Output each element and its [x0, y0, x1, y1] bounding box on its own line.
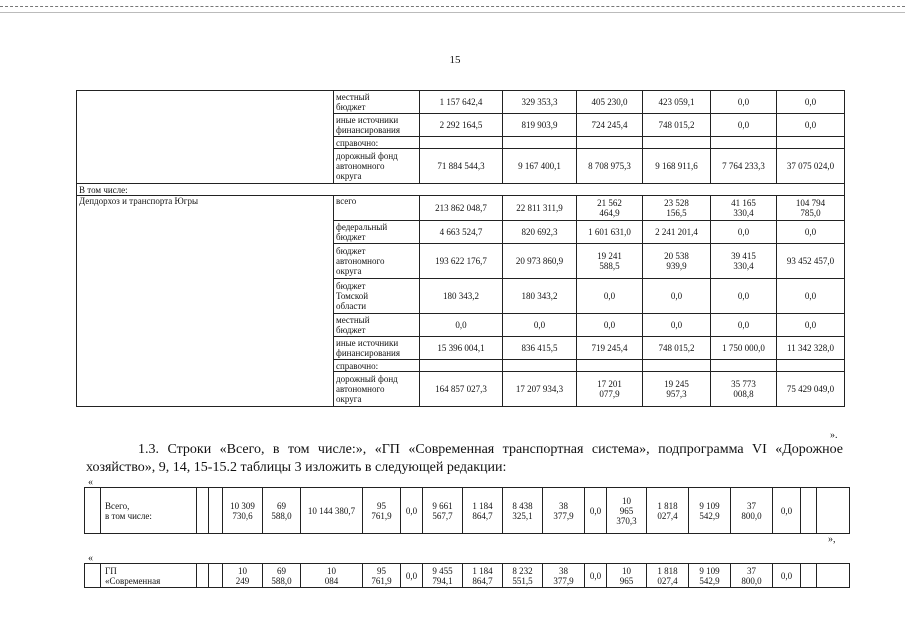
- value-cell: 724 245,4: [577, 114, 643, 137]
- value-cell: 17 201 077,9: [577, 372, 643, 407]
- source-label: местный бюджет: [334, 91, 420, 114]
- value-cell: 0,0: [585, 488, 607, 534]
- value-cell: [577, 360, 643, 372]
- value-cell: 9 109 542,9: [689, 488, 731, 534]
- value-cell: 819 903,9: [503, 114, 577, 137]
- source-label: местный бюджет: [334, 314, 420, 337]
- value-cell: 69 588,0: [263, 488, 301, 534]
- value-cell: 719 245,4: [577, 337, 643, 360]
- value-cell: 10 144 380,7: [301, 488, 363, 534]
- value-cell: 8 232 551,5: [503, 564, 543, 588]
- program-row-table: [84, 563, 850, 588]
- value-cell: 11 342 328,0: [777, 337, 845, 360]
- source-label: иные источники финансирования: [334, 337, 420, 360]
- value-cell: 9 167 400,1: [503, 149, 577, 184]
- value-cell: 10 965: [607, 564, 647, 588]
- value-cell: 38 377,9: [543, 488, 585, 534]
- value-cell: 17 207 934,3: [503, 372, 577, 407]
- value-cell: 1 184 864,7: [463, 564, 503, 588]
- value-cell: 10 965 370,3: [607, 488, 647, 534]
- scan-edge-top: [0, 6, 905, 7]
- value-cell: 9 661 567,7: [423, 488, 463, 534]
- org-name: Депдорхоз и транспорта Югры: [77, 196, 334, 407]
- value-cell: 19 241 588,5: [577, 244, 643, 279]
- empty-cell: [817, 564, 850, 588]
- value-cell: 37 800,0: [731, 488, 773, 534]
- empty-cell: [801, 488, 817, 534]
- value-cell: [420, 360, 503, 372]
- empty-cell: [817, 488, 850, 534]
- value-cell: 0,0: [773, 564, 801, 588]
- value-cell: 0,0: [711, 91, 777, 114]
- value-cell: 180 343,2: [420, 279, 503, 314]
- value-cell: 9 455 794,1: [423, 564, 463, 588]
- value-cell: [503, 137, 577, 149]
- value-cell: 10 084: [301, 564, 363, 588]
- value-cell: 0,0: [577, 279, 643, 314]
- source-label: бюджет автономного округа: [334, 244, 420, 279]
- source-label: всего: [334, 196, 420, 221]
- totals-row-table: [84, 487, 850, 534]
- value-cell: 38 377,9: [543, 564, 585, 588]
- value-cell: 0,0: [777, 279, 845, 314]
- value-cell: 0,0: [503, 314, 577, 337]
- empty-cell: [197, 488, 209, 534]
- row-label: Всего, в том числе:: [101, 488, 197, 534]
- value-cell: 37 075 024,0: [777, 149, 845, 184]
- value-cell: 0,0: [577, 314, 643, 337]
- value-cell: [711, 360, 777, 372]
- scan-edge-line: [0, 12, 905, 13]
- value-cell: 39 415 330,4: [711, 244, 777, 279]
- value-cell: 213 862 048,7: [420, 196, 503, 221]
- value-cell: [777, 137, 845, 149]
- value-cell: 0,0: [401, 488, 423, 534]
- empty-cell: [85, 564, 101, 588]
- source-label: справочно:: [334, 360, 420, 372]
- table-row: [77, 196, 845, 221]
- value-cell: 0,0: [420, 314, 503, 337]
- value-cell: 405 230,0: [577, 91, 643, 114]
- value-cell: 95 761,9: [363, 564, 401, 588]
- source-label: дорожный фонд автономного округа: [334, 149, 420, 184]
- value-cell: 0,0: [777, 91, 845, 114]
- trailing-quote: »,: [828, 534, 836, 545]
- value-cell: 2 292 164,5: [420, 114, 503, 137]
- value-cell: 9 168 911,6: [643, 149, 711, 184]
- table-row: [85, 564, 850, 588]
- value-cell: 164 857 027,3: [420, 372, 503, 407]
- value-cell: 0,0: [777, 221, 845, 244]
- value-cell: 7 764 233,3: [711, 149, 777, 184]
- page-number: 15: [449, 54, 461, 66]
- empty-cell: [209, 488, 223, 534]
- value-cell: [503, 360, 577, 372]
- source-label: дорожный фонд автономного округа: [334, 372, 420, 407]
- value-cell: 15 396 004,1: [420, 337, 503, 360]
- value-cell: 0,0: [777, 314, 845, 337]
- value-cell: 1 818 027,4: [647, 564, 689, 588]
- value-cell: 10 249: [223, 564, 263, 588]
- value-cell: 748 015,2: [643, 337, 711, 360]
- value-cell: 1 157 642,4: [420, 91, 503, 114]
- value-cell: 0,0: [585, 564, 607, 588]
- row-label: ГП «Современная: [101, 564, 197, 588]
- value-cell: 423 059,1: [643, 91, 711, 114]
- empty-cell: [801, 564, 817, 588]
- value-cell: 2 241 201,4: [643, 221, 711, 244]
- empty-cell: [197, 564, 209, 588]
- value-cell: 8 708 975,3: [577, 149, 643, 184]
- value-cell: 20 538 939,9: [643, 244, 711, 279]
- value-cell: 93 452 457,0: [777, 244, 845, 279]
- value-cell: 37 800,0: [731, 564, 773, 588]
- value-cell: [777, 360, 845, 372]
- value-cell: 75 429 049,0: [777, 372, 845, 407]
- value-cell: [711, 137, 777, 149]
- source-label: бюджет Томской области: [334, 279, 420, 314]
- value-cell: 22 811 311,9: [503, 196, 577, 221]
- value-cell: 0,0: [711, 314, 777, 337]
- value-cell: 1 601 631,0: [577, 221, 643, 244]
- value-cell: 836 415,5: [503, 337, 577, 360]
- closing-quote: ».: [830, 430, 838, 441]
- source-label: федеральный бюджет: [334, 221, 420, 244]
- value-cell: 1 750 000,0: [711, 337, 777, 360]
- value-cell: [420, 137, 503, 149]
- table-row: [77, 91, 845, 114]
- value-cell: 10 309 730,6: [223, 488, 263, 534]
- value-cell: 1 818 027,4: [647, 488, 689, 534]
- empty-cell: [77, 91, 334, 184]
- table-row: [85, 488, 850, 534]
- value-cell: 35 773 008,8: [711, 372, 777, 407]
- source-label: справочно:: [334, 137, 420, 149]
- table-row: [77, 184, 845, 196]
- value-cell: 0,0: [711, 221, 777, 244]
- value-cell: 23 528 156,5: [643, 196, 711, 221]
- value-cell: 4 663 524,7: [420, 221, 503, 244]
- open-quote: «: [88, 553, 93, 564]
- value-cell: 0,0: [777, 114, 845, 137]
- value-cell: 20 973 860,9: [503, 244, 577, 279]
- value-cell: 104 794 785,0: [777, 196, 845, 221]
- value-cell: 21 562 464,9: [577, 196, 643, 221]
- value-cell: [643, 137, 711, 149]
- value-cell: 0,0: [711, 114, 777, 137]
- value-cell: 19 245 957,3: [643, 372, 711, 407]
- value-cell: 41 165 330,4: [711, 196, 777, 221]
- value-cell: 180 343,2: [503, 279, 577, 314]
- value-cell: 1 184 864,7: [463, 488, 503, 534]
- value-cell: 0,0: [643, 314, 711, 337]
- source-label: иные источники финансирования: [334, 114, 420, 137]
- empty-cell: [209, 564, 223, 588]
- value-cell: 9 109 542,9: [689, 564, 731, 588]
- value-cell: 69 588,0: [263, 564, 301, 588]
- value-cell: 0,0: [711, 279, 777, 314]
- value-cell: 95 761,9: [363, 488, 401, 534]
- amendment-paragraph: 1.3. Строки «Всего, в том числе:», «ГП «Современная транспортная система», подпрограмма VI «Дорожное хозяйство», 9, 14, 15-15.2 таблицы 3 изложить в следующей редакции:: [86, 442, 843, 475]
- empty-cell: [85, 488, 101, 534]
- including-label: В том числе:: [77, 184, 845, 196]
- value-cell: [577, 137, 643, 149]
- value-cell: 193 622 176,7: [420, 244, 503, 279]
- value-cell: 8 438 325,1: [503, 488, 543, 534]
- value-cell: 0,0: [773, 488, 801, 534]
- value-cell: [643, 360, 711, 372]
- value-cell: 0,0: [643, 279, 711, 314]
- value-cell: 329 353,3: [503, 91, 577, 114]
- open-quote: «: [88, 477, 93, 488]
- value-cell: 0,0: [401, 564, 423, 588]
- value-cell: 748 015,2: [643, 114, 711, 137]
- value-cell: 71 884 544,3: [420, 149, 503, 184]
- value-cell: 820 692,3: [503, 221, 577, 244]
- financing-table: [76, 90, 845, 407]
